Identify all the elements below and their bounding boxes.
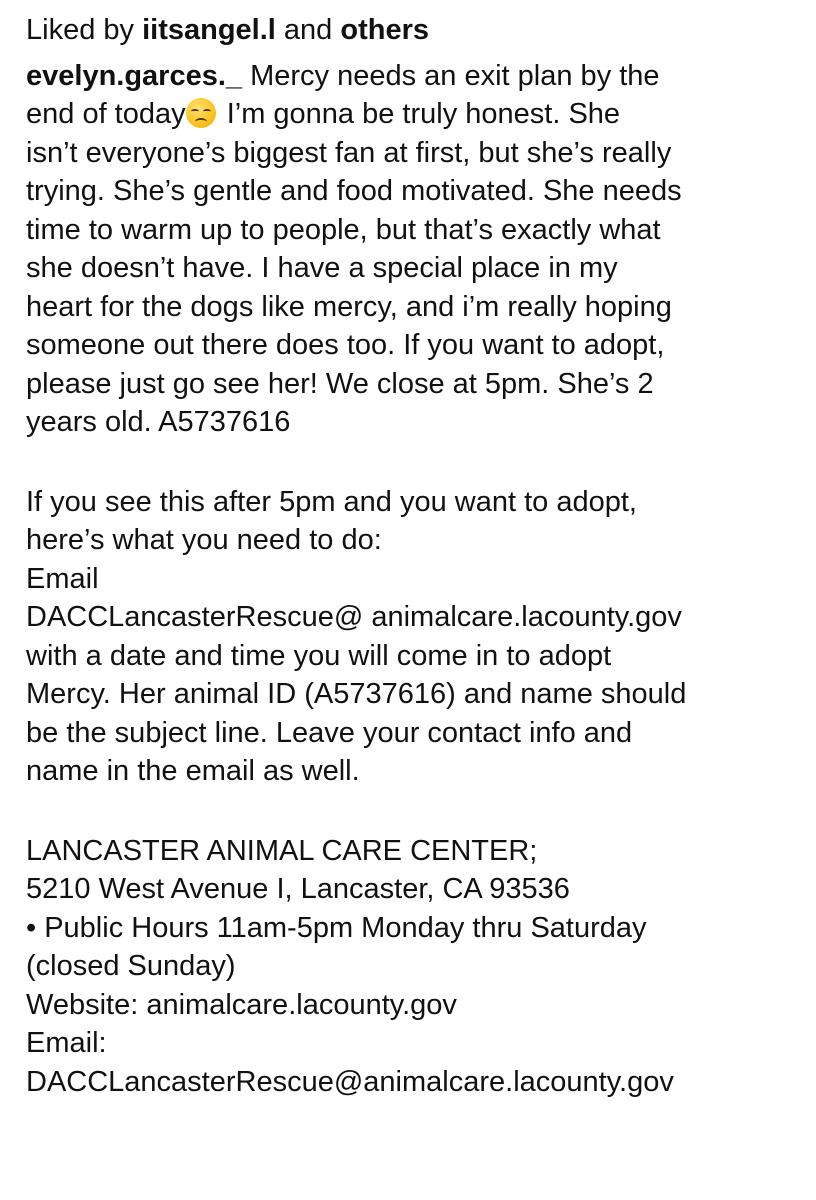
caption-line: end of today [26, 98, 186, 130]
caption-line: isn’t everyone’s biggest fan at first, but she’s really [26, 136, 672, 169]
caption-line: here’s what you need to do: [26, 524, 382, 556]
caption-line: Mercy. Her animal ID (A5737616) and name should [26, 678, 687, 710]
paragraph-gap [26, 442, 792, 483]
caption-line: LANCASTER ANIMAL CARE CENTER; [26, 834, 538, 867]
liked-and-label: and [283, 14, 333, 46]
caption-line: I’m gonna be truly honest. She [218, 98, 621, 130]
caption-line: someone out there does too. If you want to adopt, [26, 329, 665, 361]
caption-line: If you see this after 5pm and you want to adopt, [26, 485, 637, 518]
caption-line: please just go see her! We close at 5pm. She’s 2 [26, 367, 654, 400]
paragraph-gap [26, 791, 792, 832]
caption-line: 5210 West Avenue I, Lancaster, CA 93536 [26, 873, 570, 905]
likes-summary [26, 11, 792, 50]
caption-line: trying. She’s gentle and food motivated. She needs [26, 175, 682, 207]
caption-line: she doesn’t have. I have a special place in my [26, 252, 618, 284]
caption-username-link[interactable]: evelyn.garces._ [26, 59, 243, 92]
caption-line: • Public Hours 11am-5pm Monday thru Saturday [26, 911, 647, 944]
caption-line: be the subject line. Leave your contact info and [26, 716, 633, 749]
caption-line: Email [26, 562, 99, 595]
contact-email-link[interactable]: DACCLancasterRescue@animalcare.lacounty.gov [26, 1065, 674, 1098]
caption-line: name in the email as well. [26, 755, 360, 787]
liked-by-label: Liked by [26, 14, 135, 46]
liked-others-link[interactable]: others [340, 14, 429, 46]
liked-user-link[interactable]: iitsangel.l [142, 14, 276, 46]
caption-line: heart for the dogs like mercy, and i’m really hoping [26, 290, 672, 323]
caption-line: Email: [26, 1027, 107, 1059]
disappointed-face-emoji-icon [186, 98, 216, 128]
caption-line: years old. A5737616 [26, 406, 291, 438]
caption-line: Mercy needs an exit plan by the [242, 59, 660, 92]
caption-first-line [26, 57, 792, 96]
caption-second-line [26, 95, 792, 134]
rescue-email-link[interactable]: DACCLancasterRescue@ animalcare.lacounty.gov [26, 601, 682, 633]
caption-line: (closed Sunday) [26, 950, 236, 982]
website-link[interactable]: Website: animalcare.lacounty.gov [26, 988, 457, 1021]
caption-text [26, 57, 792, 1102]
caption-line: with a date and time you will come in to adopt [26, 639, 612, 672]
caption-line: time to warm up to people, but that’s exactly what [26, 213, 661, 246]
